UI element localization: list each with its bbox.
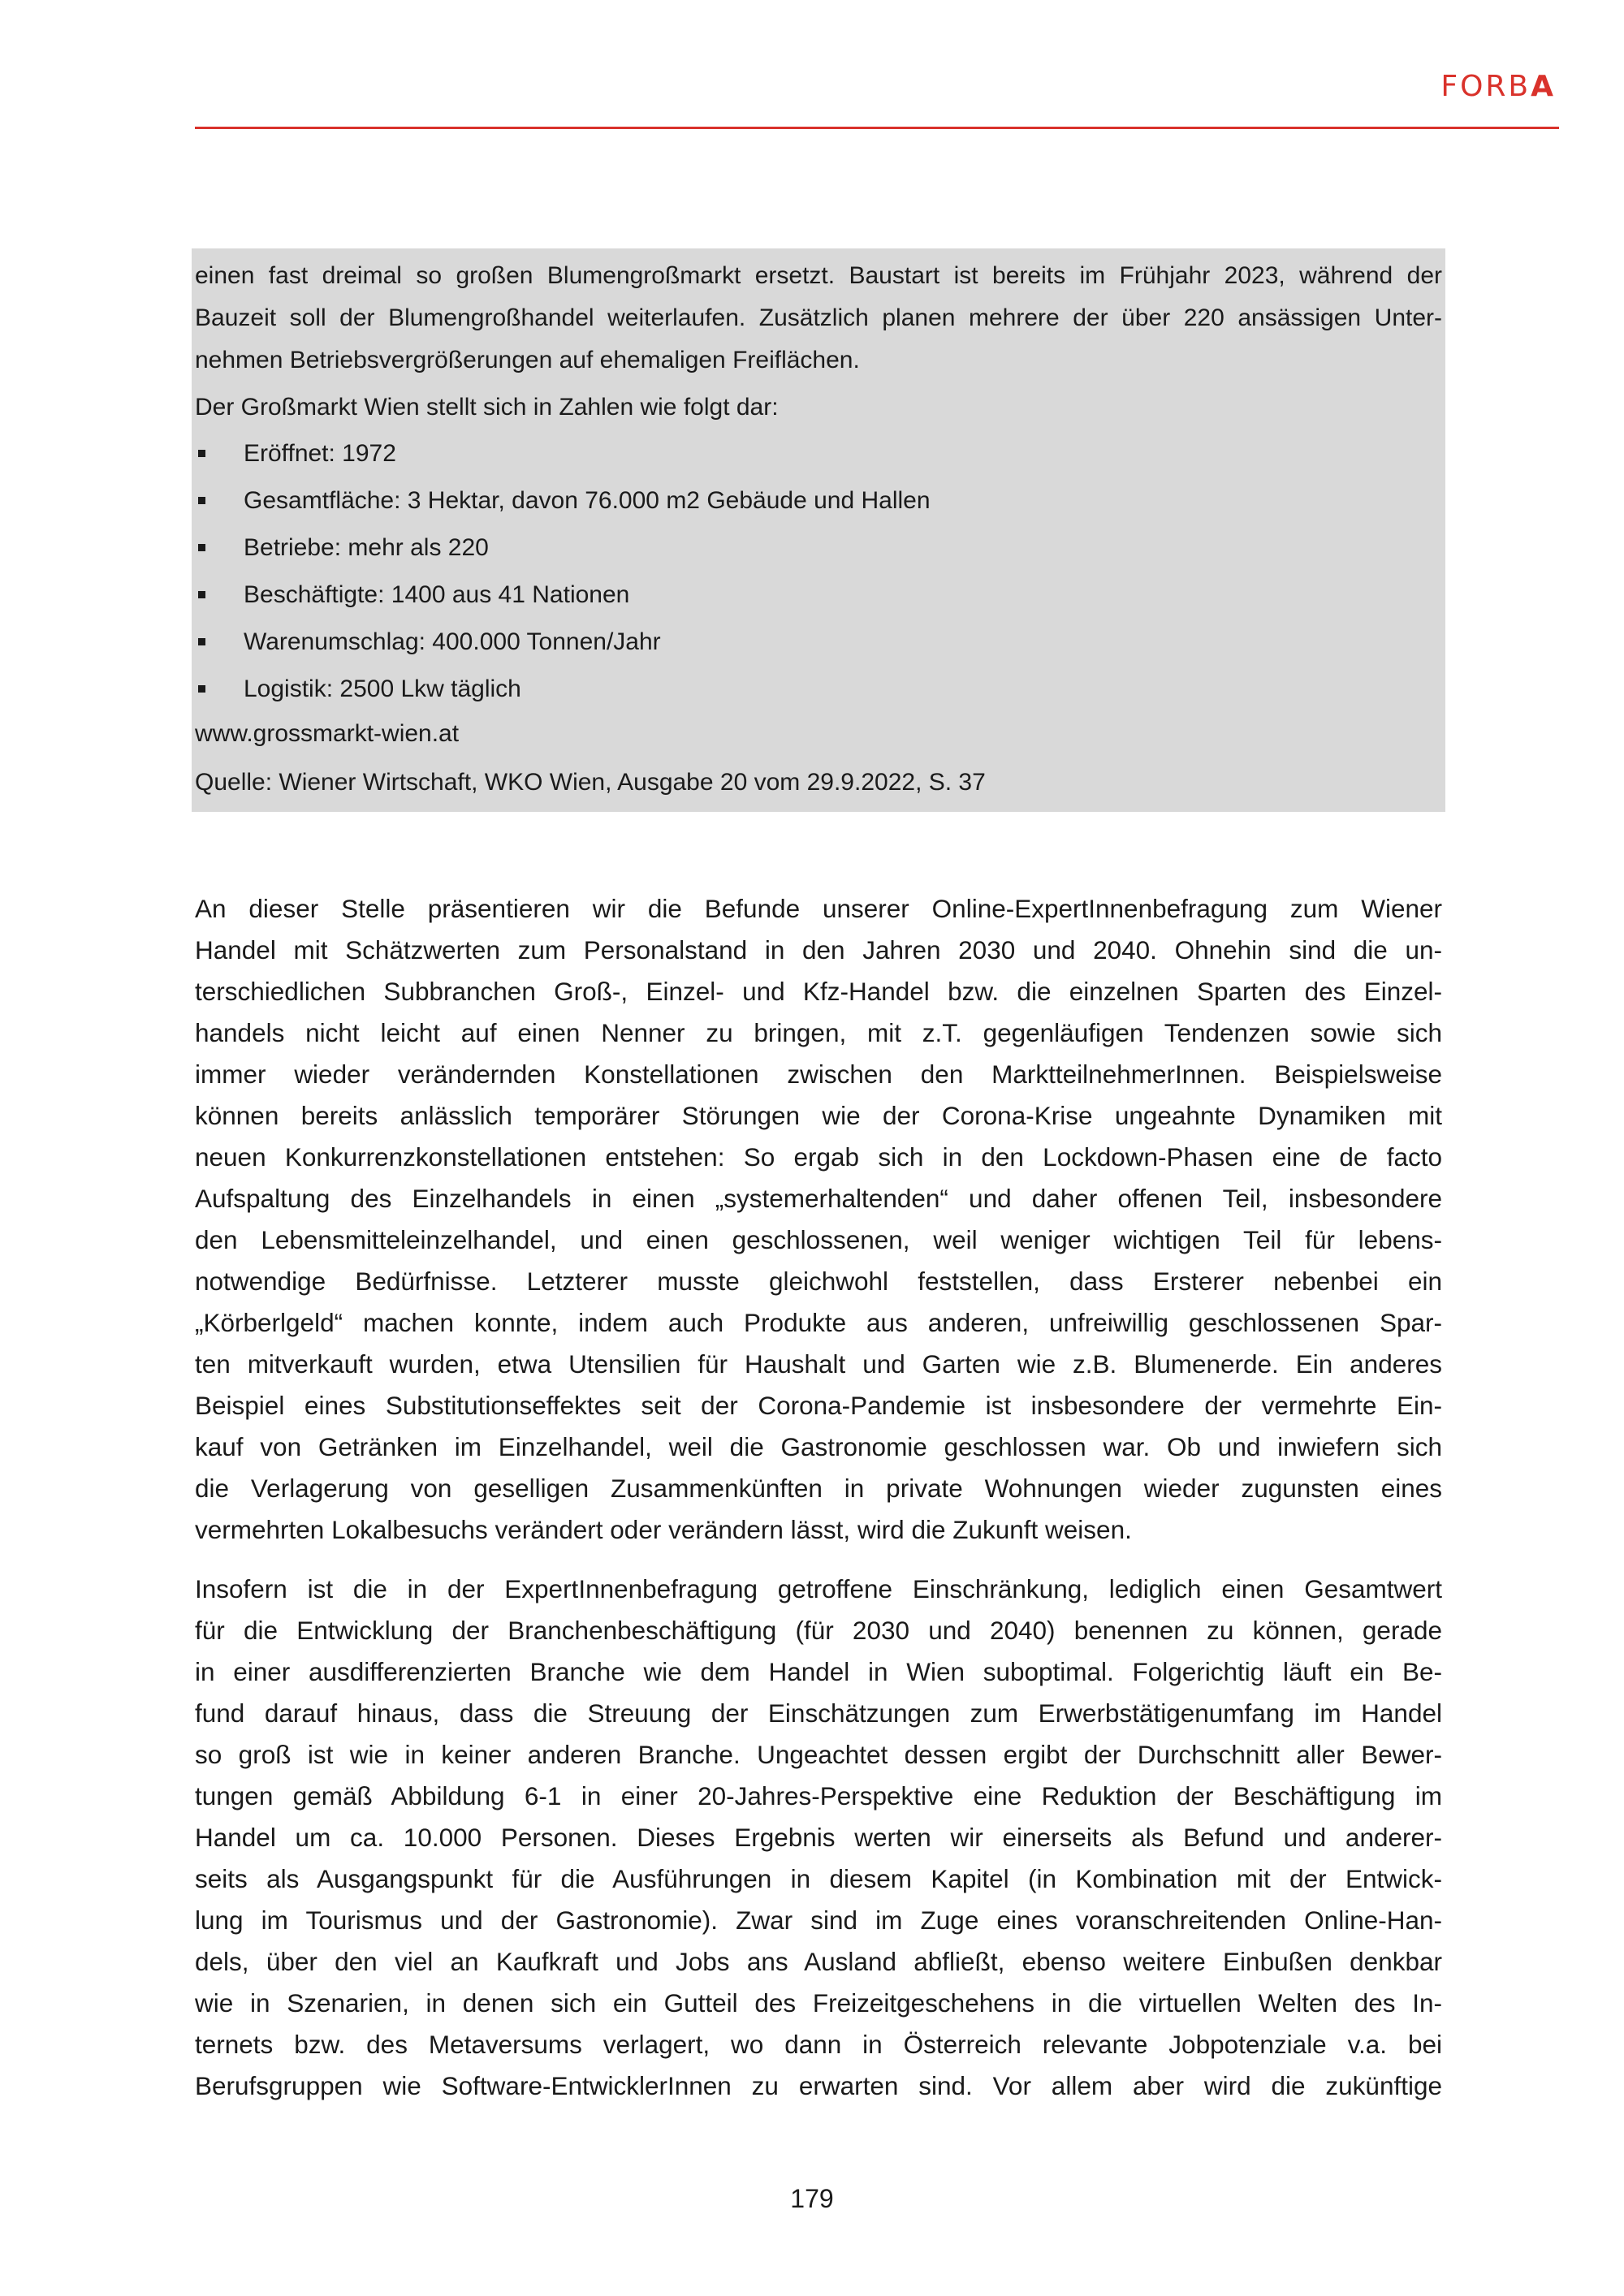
fact-item [195, 619, 1442, 666]
text-line: dels, über den viel an Kaufkraft und Jobs ans Ausland abfließt, ebenso weitere Einbußen denkbar [195, 1947, 1442, 1976]
text-line: fund darauf hinaus, dass die Streuung der Einschätzungen zum Erwerbstätigenumfang im Handel [195, 1698, 1442, 1728]
text-line: seits als Ausgangspunkt für die Ausführungen in diesem Kapitel (in Kombination mit der Entwick- [195, 1864, 1442, 1893]
header-divider [195, 127, 1559, 129]
fact-item [195, 572, 1442, 619]
text-line: ten mitverkauft wurden, etwa Utensilien für Haushalt und Garten wie z.B. Blumenerde. Ein anderes [195, 1349, 1442, 1379]
facts-list [195, 430, 1442, 713]
square-bullet-icon [198, 685, 205, 693]
text-line: vermehrten Lokalbesuchs verändert oder verändern lässt, wird die Zukunft weisen. [195, 1515, 1132, 1544]
fact-text: Beschäftigte: 1400 aus 41 Nationen [244, 581, 630, 608]
square-bullet-icon [198, 591, 205, 598]
text-line: in einer ausdifferenzierten Branche wie dem Handel in Wien suboptimal. Folgerichtig läuft ein Be- [195, 1657, 1442, 1686]
text-line: immer wieder verändernden Konstellationen zwischen den MarktteilnehmerInnen. Beispielsweise [195, 1060, 1442, 1089]
forba-logo [1440, 70, 1556, 103]
text-line: notwendige Bedürfnisse. Letzterer musste gleichwohl feststellen, dass Ersterer nebenbei ein [195, 1267, 1442, 1296]
text-line: Aufspaltung des Einzelhandels in einen „systemerhaltenden“ und daher offenen Teil, insbesondere [195, 1184, 1442, 1213]
text-line: terschiedlichen Subbranchen Groß-, Einzel- und Kfz-Handel bzw. die einzelnen Sparten des Einzel- [195, 977, 1442, 1006]
text-line: für die Entwicklung der Branchenbeschäftigung (für 2030 und 2040) benennen zu können, gerade [195, 1616, 1442, 1645]
paragraph-1 [195, 888, 1442, 1551]
info-line: nehmen Betriebsvergrößerungen auf ehemaligen Freiflächen. [195, 347, 860, 373]
body-text [195, 888, 1442, 2107]
info-intro: Der Großmarkt Wien stellt sich in Zahlen wie folgt dar: [195, 394, 779, 421]
text-line: „Körberlgeld“ machen konnte, indem auch Produkte aus anderen, unfreiwillig geschlossenen Spar- [195, 1308, 1442, 1337]
text-line: wie in Szenarien, in denen sich ein Gutteil des Freizeitgeschehens in die virtuellen Welten des In- [195, 1988, 1442, 2018]
fact-text: Betriebe: mehr als 220 [244, 534, 489, 561]
page-number: 179 [790, 2184, 834, 2213]
text-line: so groß ist wie in keiner anderen Branche. Ungeachtet dessen ergibt der Durchschnitt aller Bewer- [195, 1740, 1442, 1769]
website-link[interactable]: www.grossmarkt-wien.at [195, 720, 460, 747]
text-line: die Verlagerung von geselligen Zusammenkünften in private Wohnungen wieder zugunsten eines [195, 1474, 1442, 1503]
square-bullet-icon [198, 450, 205, 457]
text-line: An dieser Stelle präsentieren wir die Befunde unserer Online-ExpertInnenbefragung zum Wiener [195, 894, 1442, 923]
fact-text: Logistik: 2500 Lkw täglich [244, 675, 521, 702]
fact-item [195, 430, 1442, 477]
logo-suffix: A [1531, 70, 1556, 103]
text-line: Berufsgruppen wie Software-EntwicklerInnen zu erwarten sind. Vor allem aber wird die zukünftige [195, 2071, 1442, 2100]
text-line: handels nicht leicht auf einen Nenner zu bringen, mit z.T. gegenläufigen Tendenzen sowie sich [195, 1018, 1442, 1047]
fact-item [195, 477, 1442, 524]
text-line: Handel um ca. 10.000 Personen. Dieses Ergebnis werten wir einerseits als Befund und anderer- [195, 1823, 1442, 1852]
fact-text: Gesamtfläche: 3 Hektar, davon 76.000 m2 Gebäude und Hallen [244, 487, 931, 514]
text-line: können bereits anlässlich temporärer Störungen wie der Corona-Krise ungeahnte Dynamiken mit [195, 1101, 1442, 1130]
source-citation: Quelle: Wiener Wirtschaft, WKO Wien, Ausgabe 20 vom 29.9.2022, S. 37 [195, 769, 986, 796]
text-line: ternets bzw. des Metaversums verlagert, wo dann in Österreich relevante Jobpotenziale v.a. bei [195, 2030, 1442, 2059]
info-line: Bauzeit soll der Blumengroßhandel weiterlaufen. Zusätzlich planen mehrere der über 220 ansässigen Unter- [195, 304, 1442, 331]
fact-text: Eröffnet: 1972 [244, 440, 396, 467]
text-line: Insofern ist die in der ExpertInnenbefragung getroffene Einschränkung, lediglich einen Gesamtwert [195, 1574, 1442, 1603]
square-bullet-icon [198, 544, 205, 551]
text-line: kauf von Getränken im Einzelhandel, weil die Gastronomie geschlossen war. Ob und inwiefern sich [195, 1432, 1442, 1461]
text-line: neuen Konkurrenzkonstellationen entstehen: So ergab sich in den Lockdown-Phasen eine de facto [195, 1142, 1442, 1172]
text-line: Handel mit Schätzwerten zum Personalstand in den Jahren 2030 und 2040. Ohnehin sind die un- [195, 935, 1442, 965]
text-line: tungen gemäß Abbildung 6-1 in einer 20-Jahres-Perspektive eine Reduktion der Beschäftigung im [195, 1781, 1442, 1810]
text-line: den Lebensmitteleinzelhandel, und einen geschlossenen, weil weniger wichtigen Teil für lebens- [195, 1225, 1442, 1254]
text-line: Beispiel eines Substitutionseffektes seit der Corona-Pandemie ist insbesondere der vermehrte Ein- [195, 1391, 1442, 1420]
logo-prefix: FORB [1440, 70, 1531, 103]
paragraph-2 [195, 1569, 1442, 2107]
square-bullet-icon [198, 497, 205, 504]
fact-item [195, 524, 1442, 572]
info-box [192, 248, 1445, 812]
square-bullet-icon [198, 638, 205, 645]
info-line: einen fast dreimal so großen Blumengroßmarkt ersetzt. Baustart ist bereits im Frühjahr 2023, während der [195, 262, 1442, 289]
fact-item [195, 666, 1442, 713]
fact-text: Warenumschlag: 400.000 Tonnen/Jahr [244, 628, 661, 655]
text-line: lung im Tourismus und der Gastronomie). Zwar sind im Zuge eines voranschreitenden Online-Han- [195, 1905, 1442, 1935]
